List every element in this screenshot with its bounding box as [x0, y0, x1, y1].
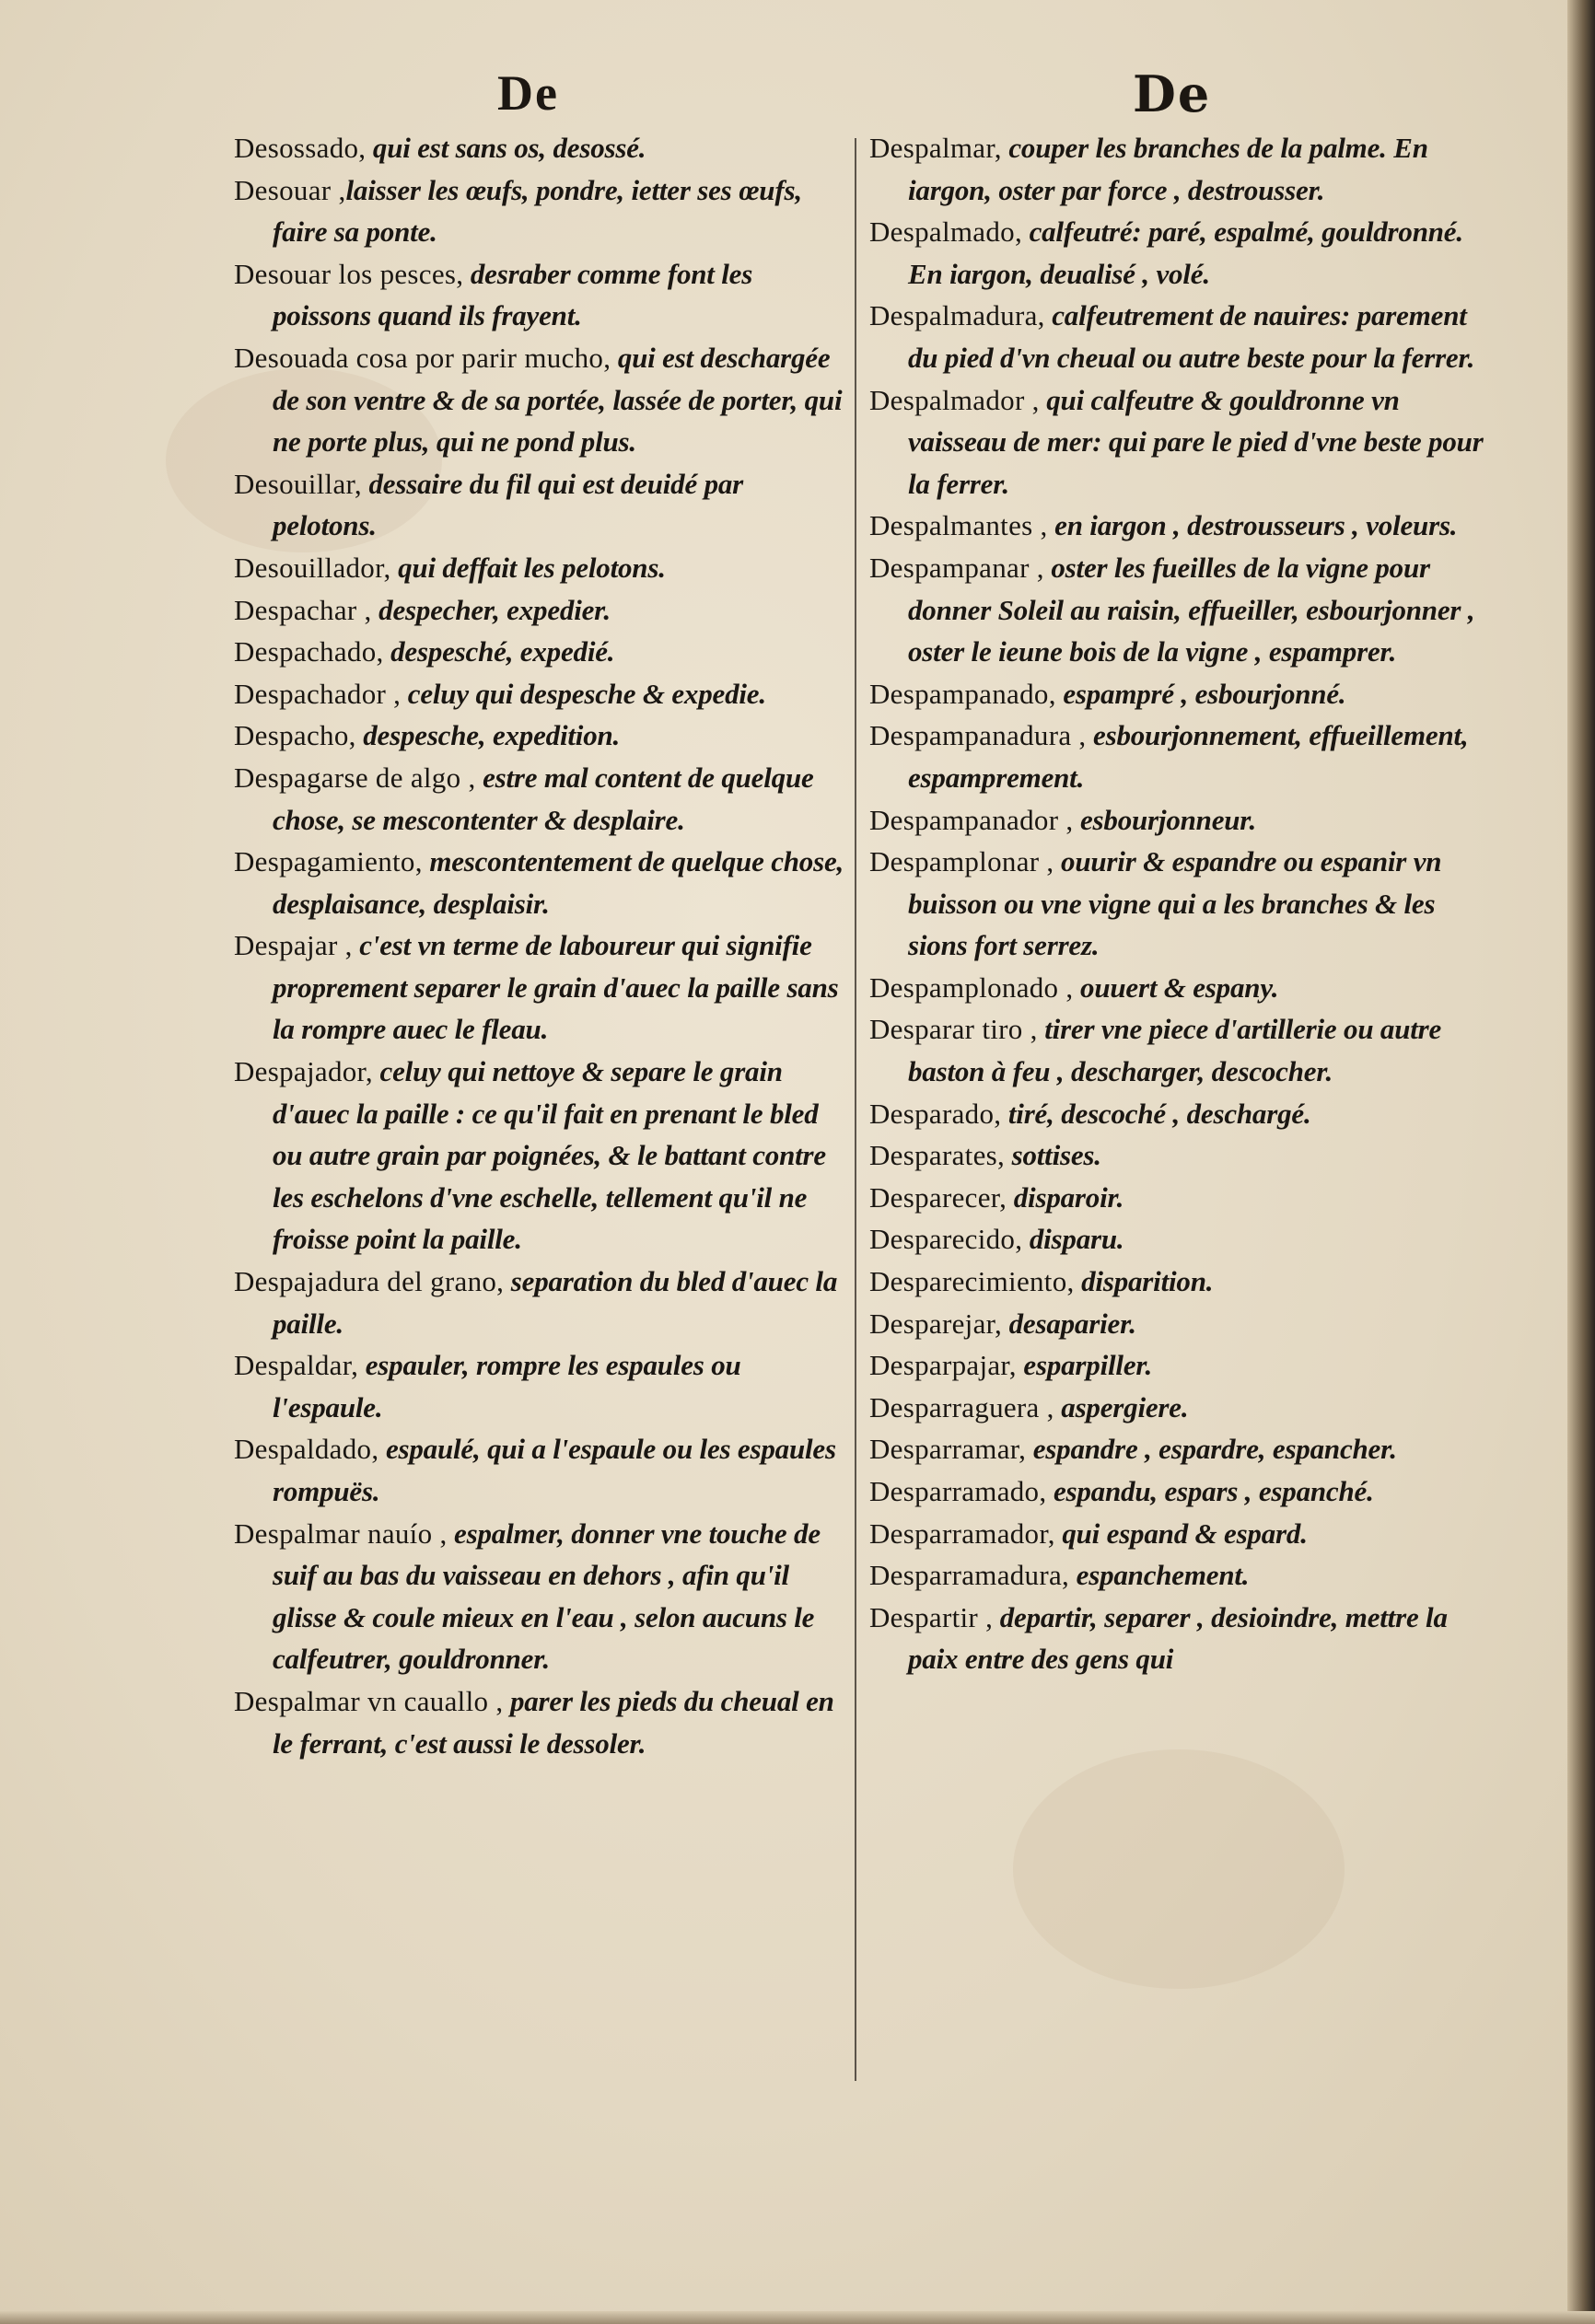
entry-headword: Despajar , — [234, 929, 353, 962]
dictionary-entry — [869, 295, 1486, 378]
page-edge-shadow — [1567, 0, 1595, 2324]
entry-definition: despesche, expedition. — [355, 719, 621, 752]
dictionary-entry — [234, 1428, 851, 1512]
dictionary-entry — [234, 337, 851, 463]
entry-headword: Despartir , — [869, 1600, 994, 1633]
entry-definition: despecher, expedier. — [371, 593, 611, 626]
entry-definition: departir, separer , desioindre, mettre la paix entre des gens qui — [908, 1600, 1448, 1676]
entry-definition: despesché, expedié. — [383, 635, 615, 668]
paper-stain — [1013, 1749, 1345, 1989]
entry-headword: Despaldado, — [234, 1433, 379, 1466]
entry-headword: Desparejar, — [869, 1307, 1003, 1340]
dictionary-entry — [234, 1680, 851, 1764]
dictionary-entry — [869, 211, 1486, 295]
entry-definition: ouuert & espany. — [1073, 970, 1279, 1004]
entry-headword: Desparecimiento, — [869, 1265, 1075, 1298]
entry-definition: mescontentement de quelque chose, desplaisance, desplaisir. — [273, 845, 844, 920]
entry-definition: tiré, descoché , deschargé. — [1001, 1097, 1311, 1130]
entry-headword: Despagamiento, — [234, 845, 423, 878]
entry-headword: Desparramador, — [869, 1516, 1055, 1550]
dictionary-entry — [869, 1470, 1486, 1513]
entry-headword: Desparates, — [869, 1139, 1006, 1172]
dictionary-entry — [234, 1344, 851, 1428]
dictionary-entry — [234, 924, 851, 1051]
entry-definition: espandre , espardre, espancher. — [1026, 1433, 1397, 1466]
entry-headword: Despachado, — [234, 635, 384, 668]
entry-definition: qui espand & espard. — [1054, 1516, 1308, 1550]
entry-definition: esbourjonneur. — [1073, 803, 1257, 836]
left-column — [234, 127, 851, 1764]
entry-headword: Despalmar nauío , — [234, 1516, 448, 1550]
entry-definition: couper les branches de la palme. En iargon, oster par force , destrousser. — [908, 132, 1428, 206]
entry-headword: Despalmado, — [869, 215, 1023, 249]
entry-headword: Despampanador , — [869, 803, 1074, 836]
entry-headword: Despampanadura , — [869, 719, 1087, 752]
dictionary-entry — [234, 253, 851, 337]
dictionary-entry — [869, 1597, 1486, 1680]
entry-definition: laisser les œufs, pondre, ietter ses œufs, faire sa ponte. — [273, 173, 802, 249]
dictionary-entry — [234, 673, 851, 715]
entry-headword: Despampanado, — [869, 677, 1056, 710]
right-column — [869, 127, 1486, 1680]
dictionary-entry — [869, 127, 1486, 211]
entry-headword: Desparraguera , — [869, 1390, 1054, 1423]
dictionary-entry — [869, 1177, 1486, 1219]
entry-definition: calfeutrement de nauires: parement du pied d'vn cheual ou autre beste pour la ferrer. — [908, 299, 1475, 374]
entry-headword: Desparramar, — [869, 1433, 1027, 1466]
dictionary-entry — [234, 715, 851, 757]
entry-definition: qui est sans os, desossé. — [366, 132, 646, 164]
dictionary-entry — [869, 1134, 1486, 1177]
entry-headword: Despalmar vn cauallo , — [234, 1684, 504, 1717]
dictionary-entry — [869, 1387, 1486, 1429]
dictionary-entry — [869, 1554, 1486, 1597]
entry-definition: sottises. — [1005, 1139, 1101, 1172]
entry-headword: Desossado, — [234, 132, 367, 164]
dictionary-entry — [234, 463, 851, 547]
dictionary-entry — [234, 1051, 851, 1261]
entry-definition: espalmer, donner vne touche de suif au bas du vaisseau en dehors , afin qu'il glisse & coule mieux en l'eau , selon aucuns le calfeutrer, gouldronner. — [273, 1516, 821, 1676]
entry-definition: esparpiller. — [1016, 1349, 1153, 1382]
entry-definition: en iargon , destrousseurs , voleurs. — [1047, 509, 1458, 542]
entry-headword: Despachador , — [234, 677, 402, 710]
entry-headword: Desparramado, — [869, 1475, 1047, 1507]
entry-definition: espampré , esbourjonné. — [1055, 677, 1346, 710]
dictionary-entry — [869, 799, 1486, 842]
entry-headword: Desparecer, — [869, 1180, 1007, 1214]
entry-definition: aspergiere. — [1054, 1390, 1189, 1423]
page-bottom-edge — [0, 2311, 1595, 2324]
dictionary-entry — [869, 673, 1486, 715]
entry-definition: calfeutré: paré, espalmé, gouldronné. En iargon, deualisé , volé. — [908, 215, 1463, 290]
entry-definition: dessaire du fil qui est deuidé par pelotons. — [273, 467, 744, 542]
entry-definition: oster les fueilles de la vigne pour donner Soleil au raisin, effueiller, esbourjonner , oster le ieune bois de la vigne , espamprer. — [908, 551, 1475, 668]
entry-definition: qui calfeutre & gouldronne vn vaisseau de mer: qui pare le pied d'vne beste pour la ferrer. — [908, 383, 1484, 500]
dictionary-entry — [869, 841, 1486, 967]
dictionary-entry — [869, 1303, 1486, 1345]
dictionary-entry — [869, 547, 1486, 673]
entry-headword: Desparecido, — [869, 1223, 1023, 1256]
column-rule — [855, 138, 856, 2081]
entry-definition: celuy qui despesche & expedie. — [401, 677, 766, 710]
dictionary-entry — [869, 1008, 1486, 1092]
entry-headword: Despalmadura, — [869, 299, 1045, 332]
dictionary-entry — [869, 1428, 1486, 1470]
entry-definition: espauler, rompre les espaules ou l'espaule. — [273, 1349, 741, 1423]
entry-definition: disparu. — [1022, 1223, 1124, 1256]
entry-headword: Desouar los pesces, — [234, 257, 464, 290]
entry-headword: Despalmador , — [869, 383, 1040, 416]
dictionary-entry — [869, 505, 1486, 547]
dictionary-entry — [869, 379, 1486, 505]
dictionary-entry — [234, 169, 851, 253]
entry-headword: Desouillar, — [234, 467, 362, 500]
entry-headword: Despajadura del grano, — [234, 1265, 505, 1298]
dictionary-entry — [234, 1261, 851, 1344]
entry-headword: Desouillador, — [234, 551, 391, 584]
entry-headword: Desouar , — [234, 173, 346, 206]
dictionary-entry — [234, 1513, 851, 1680]
entry-definition: separation du bled d'auec la paille. — [273, 1265, 838, 1340]
entry-definition: desraber comme font les poissons quand ils frayent. — [273, 257, 753, 332]
entry-definition: espaulé, qui a l'espaule ou les espaules rompuës. — [273, 1433, 836, 1507]
dictionary-entry — [869, 1513, 1486, 1555]
running-head-right: De — [1133, 64, 1212, 123]
dictionary-entry — [869, 715, 1486, 798]
dictionary-entry — [869, 1093, 1486, 1135]
entry-definition: qui est deschargée de son ventre & de sa portée, lassée de porter, qui ne porte plus, qui ne pond plus. — [273, 341, 843, 459]
entry-headword: Despajador, — [234, 1055, 373, 1088]
entry-definition: espanchement. — [1069, 1559, 1250, 1592]
entry-definition: disparoir. — [1007, 1180, 1124, 1214]
entry-headword: Despaldar, — [234, 1349, 359, 1382]
entry-headword: Despamplonado , — [869, 970, 1074, 1004]
entry-definition: c'est vn terme de laboureur qui signifie proprement separer le grain d'auec la paille sans la rompre auec le fleau. — [273, 929, 839, 1046]
entry-definition: desaparier. — [1002, 1307, 1136, 1340]
entry-headword: Despagarse de algo , — [234, 761, 476, 794]
entry-headword: Despalmar, — [869, 132, 1002, 164]
entry-headword: Despampanar , — [869, 551, 1044, 584]
dictionary-entry — [234, 631, 851, 673]
entry-definition: esbourjonnement, effueillement, espamprement. — [908, 719, 1469, 794]
entry-headword: Desparpajar, — [869, 1349, 1017, 1382]
entry-definition: parer les pieds du cheual en le ferrant, c'est aussi le dessoler. — [273, 1684, 834, 1760]
dictionary-entry — [869, 1261, 1486, 1303]
dictionary-entry — [869, 967, 1486, 1009]
entry-definition: espandu, espars , espanché. — [1046, 1475, 1374, 1507]
entry-definition: tirer vne piece d'artillerie ou autre baston à feu , descharger, descocher. — [908, 1013, 1442, 1088]
entry-definition: estre mal content de quelque chose, se mescontenter & desplaire. — [273, 761, 814, 836]
entry-headword: Despacho, — [234, 719, 356, 752]
dictionary-entry — [234, 127, 851, 169]
entry-headword: Despamplonar , — [869, 845, 1054, 878]
dictionary-entry — [234, 547, 851, 589]
entry-headword: Desparramadura, — [869, 1559, 1070, 1592]
dictionary-entry — [869, 1344, 1486, 1387]
dictionary-entry — [869, 1218, 1486, 1261]
entry-headword: Desparar tiro , — [869, 1013, 1038, 1046]
entry-definition: celuy qui nettoye & separe le grain d'auec la paille : ce qu'il fait en prenant le bled ou autre grain par poignées, & le battant contre les eschelons d'vne eschelle, tellement qu'il ne froisse point la paille. — [273, 1055, 826, 1256]
dictionary-entry — [234, 589, 851, 632]
running-head-left: De — [497, 65, 559, 121]
entry-headword: Despachar , — [234, 593, 372, 626]
dictionary-entry — [234, 757, 851, 841]
entry-definition: qui deffait les pelotons. — [390, 551, 666, 584]
entry-definition: ouurir & espandre ou espanir vn buisson ou vne vigne qui a les branches & les sions fort serrez. — [908, 845, 1442, 962]
entry-definition: disparition. — [1074, 1265, 1214, 1298]
entry-headword: Despalmantes , — [869, 509, 1048, 542]
dictionary-entry — [234, 841, 851, 924]
entry-headword: Desouada cosa por parir mucho, — [234, 341, 611, 374]
entry-headword: Desparado, — [869, 1097, 1002, 1130]
